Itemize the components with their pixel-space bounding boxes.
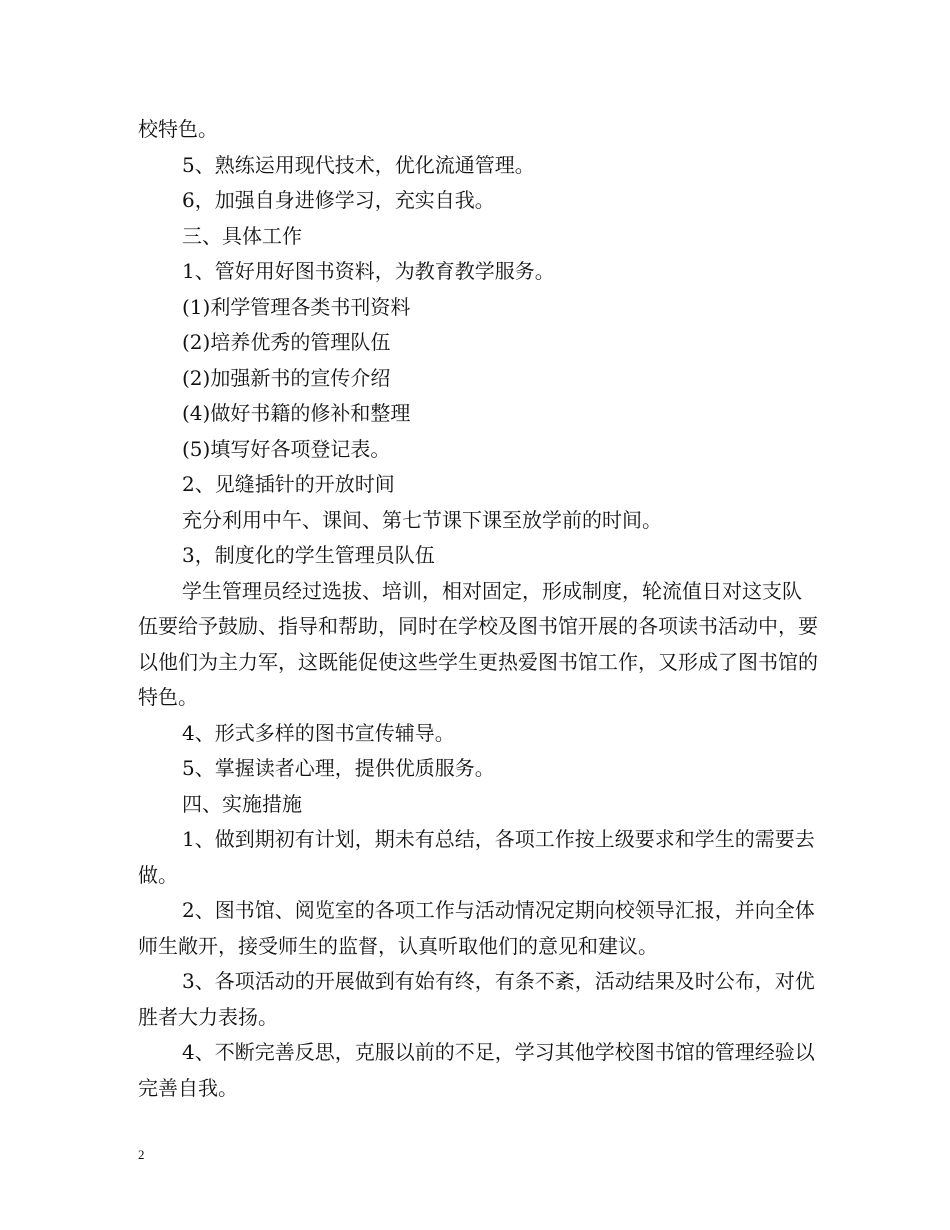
paragraph: 2、图书馆、阅览室的各项工作与活动情况定期向校领导汇报，并向全体师生敞开，接受师生的监督，认真听取他们的意见和建议。 bbox=[138, 898, 815, 958]
paragraph: 5、掌握读者心理，提供优质服务。 bbox=[182, 756, 495, 780]
list-item: (4)做好书籍的修补和整理 bbox=[182, 401, 411, 425]
paragraph: 4、形式多样的图书宣传辅导。 bbox=[182, 720, 455, 745]
paragraph: 充分利用中午、课间、第七节课下课至放学前的时间。 bbox=[182, 507, 662, 532]
list-item: (1)利学管理各类书刊资料 bbox=[182, 294, 411, 319]
list-item: (2)培养优秀的管理队伍 bbox=[182, 330, 391, 354]
paragraph: 2、见缝插针的开放时间 bbox=[182, 472, 395, 496]
list-item: (5)填写好各项登记表。 bbox=[182, 436, 391, 461]
paragraph: 1、管好用好图书资料，为教育教学服务。 bbox=[182, 259, 555, 283]
paragraph: 5、熟练运用现代技术，优化流通管理。 bbox=[182, 152, 535, 177]
document-body bbox=[138, 112, 818, 1106]
paragraph: 1、做到期初有计划，期未有总结，各项工作按上级要求和学生的需要去做。 bbox=[138, 827, 815, 887]
paragraph: 3，制度化的学生管理员队伍 bbox=[182, 543, 435, 567]
paragraph: 校特色。 bbox=[138, 117, 218, 141]
paragraph: 学生管理员经过选拔、培训，相对固定，形成制度，轮流值日对这支队伍要给予鼓励、指导和帮助，同时在学校及图书馆开展的各项读书活动中，要以他们为主力军，这既能促使这些学生更热爱图书馆工作，又形成了图书馆的特色。 bbox=[138, 578, 818, 709]
list-item: (2)加强新书的宣传介绍 bbox=[182, 365, 391, 390]
page-number: 2 bbox=[138, 1147, 145, 1162]
paragraph: 3、各项活动的开展做到有始有终，有条不紊，活动结果及时公布，对优胜者大力表扬。 bbox=[138, 969, 815, 1029]
section-heading: 四、实施措施 bbox=[182, 791, 302, 816]
paragraph: 4、不断完善反思，克服以前的不足，学习其他学校图书馆的管理经验以完善自我。 bbox=[138, 1040, 815, 1100]
paragraph: 6，加强自身进修学习，充实自我。 bbox=[182, 188, 495, 212]
section-heading: 三、具体工作 bbox=[182, 223, 302, 248]
